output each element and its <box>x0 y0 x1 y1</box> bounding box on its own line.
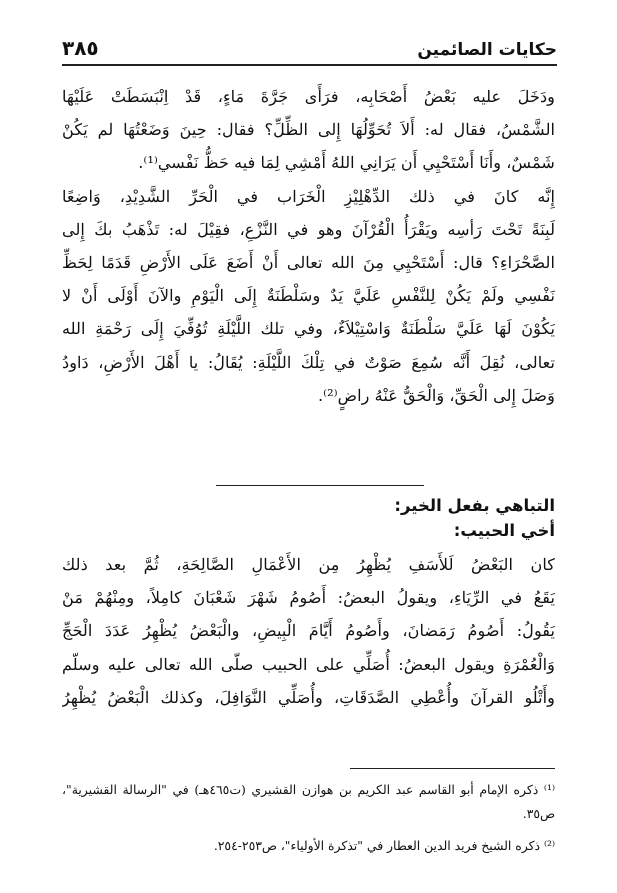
footnote-1-continuation: ص٣٥. <box>522 806 555 821</box>
section-heading: التباهي بفعل الخير: <box>394 496 555 515</box>
text-line: ودَخَلَ عليه بَعْضُ أَصْحَابِه، فرَأَى جَرَّةَ مَاءٍ، قَدْ اِنْبَسَطَتْ عَلَيْهَا <box>62 87 555 106</box>
text-line: وَصَلَ إِلى الْحَقِّ، وَالْحَقُّ عَنْهُ راضٍ⁽²⁾. <box>318 385 555 405</box>
running-header <box>62 30 557 60</box>
text-line: إِنَّه كانَ في ذلك الدِّهْلِيْزِ الْخَرَاب في الْحَرِّ الشَّدِيْدِ، وَاضِعًا <box>62 186 555 206</box>
footnote-2: ⁽²⁾ ذكره الشيخ فريد الدين العطار في "تذكرة الأولياء"، ص٢٥٣-٢٥٤. <box>213 838 555 853</box>
section-subheading: أخي الحبيب: <box>453 521 555 540</box>
text-line: نَفْسِي ولَمْ يَكُنْ لِلنَّفْسِ عَلَيَّ يَدٌ وسَلْطَنَةٌ إِلَى الْيَوْمِ والآنَ أَوْلَى أَنْ لا <box>62 286 555 306</box>
text-line: وأَتْلُو القرآنَ وأُعْطِي الصَّدَقَاتِ، وأُصَلِّي النَّوَافِلَ، وكذلك الْبَعْضُ يُظْهِرُ <box>62 687 555 707</box>
footnote-rule <box>350 768 555 769</box>
running-title: حكايات الصائمين <box>417 40 557 60</box>
header-rule <box>62 64 557 66</box>
text-line: وَالْعُمْرَةِ ويقول البعضُ: أُصَلِّي على الحبيب صلّى الله تعالى عليه وسلّم <box>62 654 555 674</box>
section-paragraph <box>62 548 555 714</box>
page-number: ٣٨٥ <box>62 36 99 60</box>
text-line: الشَّمْسُ، فقال له: أَلاَ تُحَوِّلُهَا إِلى الظِّلِّ؟ فقال: حِينَ وَضَعْتُهَا لم يَكُنْ <box>62 120 555 140</box>
text-line: شَمْسٌ، وأَنَا أَسْتَحْيِي أَن يَرَانِي اللهُ أَمْشِي لِمَا فيه حَظُّ نَفْسي⁽¹⁾. <box>138 153 555 173</box>
text-line: يَقَعُ في الرِّيَاءِ، ويقولُ البعضُ: أَصُومُ شَهْرَ شَعْبَانَ كامِلاً، ومِنْهُمْ مَنْ <box>62 588 555 608</box>
text-line: يَكُوْنَ لَهَا عَلَيَّ سَلْطَنَةٌ وَاسْتِيْلاَءٌ، وفي تلك اللَّيْلَةِ تُوُفِّيَ إِلَى رَحْمَةِ الله <box>62 319 555 339</box>
text-line: تعالى، نُقِلَ أَنَّه سُمِعَ صَوْتٌ في تِلْكَ اللَّيْلَةِ: يُقَالُ: يا أَهْلَ الأَرْضِ، دَاودُ <box>62 352 555 372</box>
text-line: يَقُولُ: أَصُومُ رَمَضانَ، وأَصُومُ أَيَّامَ الْبِيضِ، والْبَعْضُ يُظْهِرُ عَدَدَ الْحَجِّ <box>62 621 555 641</box>
footnote-1: ⁽¹⁾ ذكره الإمام أبو القاسم عبد الكريم بن هوازن القشيري (ت٤٦٥هـ) في "الرسالة القشيرية"، <box>62 782 555 797</box>
section-divider <box>216 485 424 486</box>
section-heading-block <box>62 493 555 543</box>
footnotes <box>62 778 555 858</box>
text-line: الصَّحْرَاءِ؟ قال: أَسْتَحْيِي مِنَ الله تعالى أَنْ أَضَعَ عَلَى الأَرْضِ قَدَمًا لِحَظِّ <box>62 252 555 272</box>
text-line: كان البَعْضُ لَلأَسَفِ يُظْهِرُ مِن الأَعْمَالِ الصَّالِحَةِ، ثُمَّ بعد ذلك <box>62 555 555 574</box>
story-paragraphs <box>62 80 555 412</box>
text-line: لَبِنَةً تَحْتَ رَأسِه ويَقْرَأُ الْقُرْآنَ وهو في النَّزْعِ، فقِيْلَ له: تَذْهَبُ بكَ إِلى <box>62 219 555 239</box>
